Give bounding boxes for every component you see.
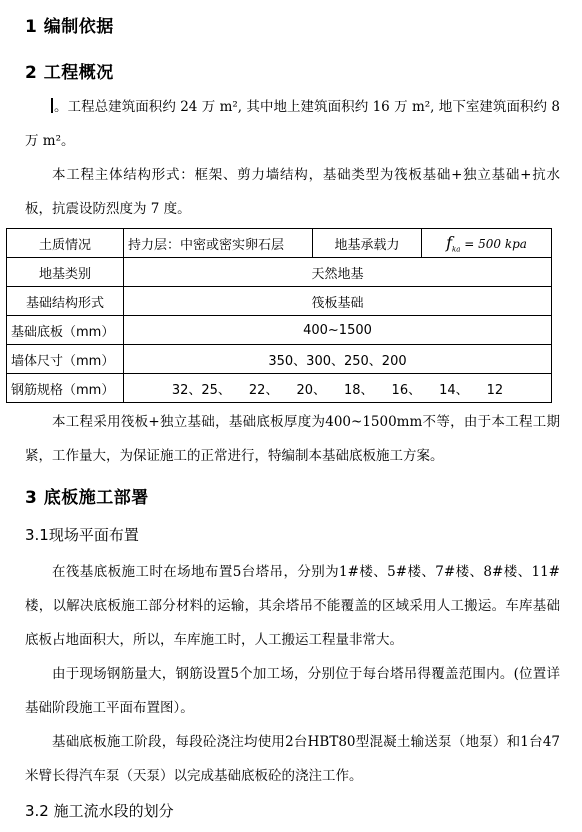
table-cell-value: 400~1500 xyxy=(124,316,552,345)
site-layout-paragraph-cranes: 在筏基底板施工时在场地布置5台塔吊，分别为1#楼、5#楼、7#楼、8#楼、11#楼，以解决底板施工部分材料的运输，其余塔吊不能覆盖的区域采用人工搬运。车库基础底板占地面积大，所以，车库施工时，人工搬运工程量非常大。 xyxy=(25,564,560,648)
table-row xyxy=(7,316,552,345)
heading-site-layout: 3.1现场平面布置 xyxy=(25,526,139,544)
table-cell-value: 350、300、250、200 xyxy=(124,345,552,374)
heading-flow-division: 3.2 施工流水段的划分 xyxy=(25,802,174,820)
table-cell-label: 基础底板（mm） xyxy=(7,316,124,345)
rebar-size: 22、 xyxy=(248,382,279,398)
table-cell-label: 基础结构形式 xyxy=(7,287,124,316)
table-row xyxy=(7,345,552,374)
table-cell-value: 筏板基础 xyxy=(124,287,552,316)
table-cell-label: 地基类别 xyxy=(7,258,124,287)
site-layout-paragraph-rebar: 由于现场钢筋量大，钢筋设置5个加工场，分别位于每台塔吊得覆盖范围内。(位置详基础阶段施工平面布置图）。 xyxy=(25,666,560,716)
heading-floor-slab-deployment: 3 底板施工部署 xyxy=(25,488,149,508)
rebar-size: 18、 xyxy=(344,382,374,398)
capacity-formula: $f_{ka} = 500$ kpa xyxy=(446,232,527,254)
foundation-info-table xyxy=(6,228,552,403)
table-cell-bearing-layer: 持力层：中密或密实卵石层 xyxy=(124,229,313,258)
table-row xyxy=(7,258,552,287)
table-cell-label: 钢筋规格（mm） xyxy=(7,374,124,403)
rebar-size: 20、 xyxy=(296,382,326,398)
table-cell-value: 天然地基 xyxy=(124,258,552,287)
table-row xyxy=(7,229,552,258)
table-cell-capacity-label: 地基承载力 xyxy=(313,229,422,258)
overview-paragraph-area xyxy=(25,90,560,158)
table-cell-rebar-sizes xyxy=(124,374,552,403)
overview-paragraph-structure: 本工程主体结构形式：框架、剪力墙结构，基础类型为筏板基础+独立基础+抗水板，抗震设防烈度为 7 度。 xyxy=(25,167,560,217)
rebar-size: 14、 xyxy=(439,382,469,398)
table-row xyxy=(7,374,552,403)
heading-compilation-basis: 1 编制依据 xyxy=(25,17,114,37)
overview-area-text: 。工程总建筑面积约 24 万 m², 其中地上建筑面积约 16 万 m², 地下室建筑面积约 8 万 m²。 xyxy=(25,99,560,149)
paragraph-after-table: 本工程采用筏板+独立基础，基础底板厚度为400~1500mm不等，由于本工程工期紧，工作量大，为保证施工的正常进行，特编制本基础底板施工方案。 xyxy=(25,414,560,464)
rebar-size: 16、 xyxy=(391,382,422,398)
table-cell-label: 墙体尺寸（mm） xyxy=(7,345,124,374)
text-cursor xyxy=(51,98,53,113)
rebar-size: 32、25、 xyxy=(171,382,231,398)
site-layout-paragraph-pumps: 基础底板施工阶段，每段砼浇注均使用2台HBT80型混凝土输送泵（地泵）和1台47米臂长得汽车泵（天泵）以完成基础底板砼的浇注工作。 xyxy=(25,734,560,784)
table-row xyxy=(7,287,552,316)
table-cell-capacity-formula xyxy=(422,229,552,258)
rebar-size: 12 xyxy=(486,382,504,398)
table-cell-label: 土质情况 xyxy=(7,229,124,258)
heading-project-overview: 2 工程概况 xyxy=(25,63,114,83)
